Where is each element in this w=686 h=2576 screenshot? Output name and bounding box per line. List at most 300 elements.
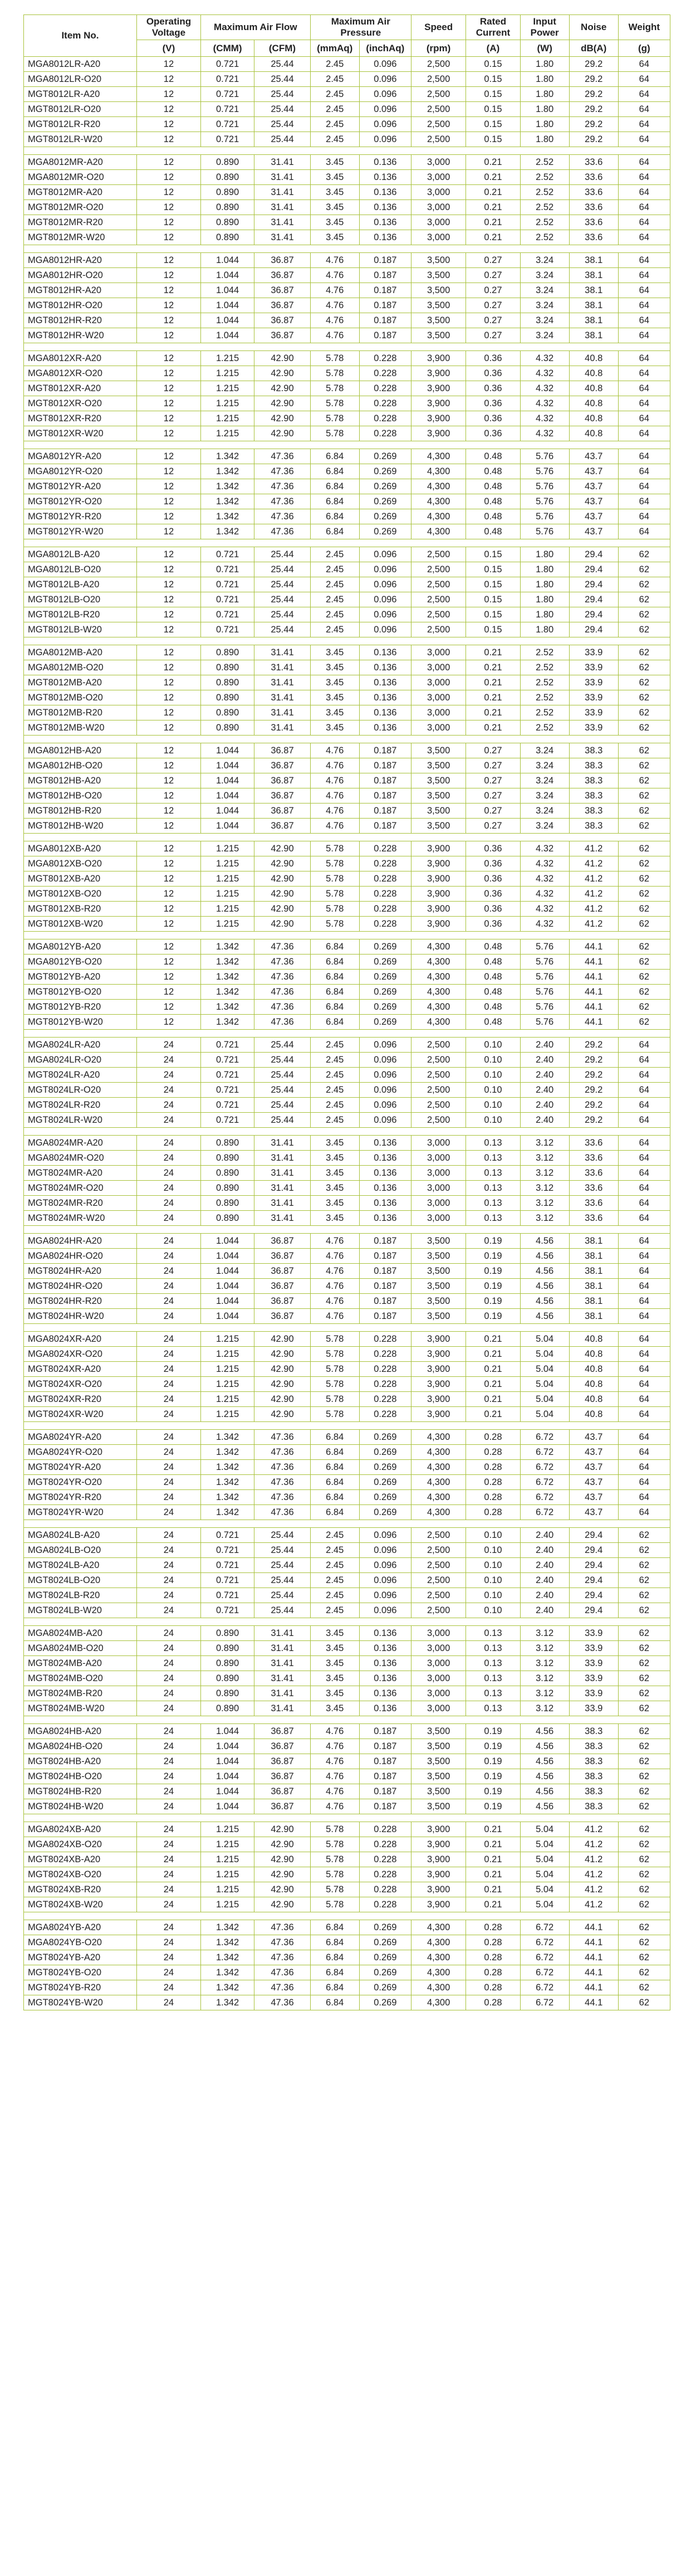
cell-current: 0.21 — [466, 1377, 520, 1392]
cell-power: 6.72 — [520, 1460, 569, 1475]
cell-speed: 3,000 — [411, 230, 465, 245]
cell-airflow-cmm: 1.044 — [200, 819, 254, 834]
cell-current: 0.15 — [466, 592, 520, 607]
cell-weight: 64 — [618, 1294, 670, 1309]
cell-pressure-mmaq: 4.76 — [310, 819, 359, 834]
cell-current: 0.48 — [466, 464, 520, 479]
cell-pressure-mmaq: 2.45 — [310, 117, 359, 132]
cell-power: 2.40 — [520, 1528, 569, 1543]
cell-pressure-mmaq: 6.84 — [310, 1965, 359, 1980]
cell-power: 6.72 — [520, 1505, 569, 1520]
cell-airflow-cfm: 25.44 — [254, 607, 310, 622]
cell-voltage: 24 — [136, 1113, 200, 1128]
cell-voltage: 24 — [136, 1686, 200, 1701]
cell-pressure-mmaq: 6.84 — [310, 955, 359, 970]
cell-speed: 3,000 — [411, 170, 465, 185]
cell-airflow-cmm: 1.342 — [200, 1460, 254, 1475]
cell-current: 0.27 — [466, 788, 520, 804]
cell-airflow-cfm: 25.44 — [254, 1068, 310, 1083]
cell-power: 5.04 — [520, 1407, 569, 1422]
cell-airflow-cfm: 47.36 — [254, 1000, 310, 1015]
cell-pressure-mmaq: 5.78 — [310, 871, 359, 887]
cell-item-no: MGA8024LB-O20 — [24, 1543, 137, 1558]
separator-cell — [24, 1912, 670, 1920]
cell-airflow-cmm: 0.890 — [200, 1166, 254, 1181]
cell-noise: 29.4 — [569, 1573, 618, 1588]
cell-pressure-mmaq: 3.45 — [310, 1151, 359, 1166]
cell-item-no: MGT8024HB-W20 — [24, 1799, 137, 1814]
cell-noise: 43.7 — [569, 509, 618, 524]
cell-current: 0.10 — [466, 1528, 520, 1543]
cell-voltage: 12 — [136, 985, 200, 1000]
cell-noise: 33.9 — [569, 690, 618, 705]
cell-current: 0.28 — [466, 1505, 520, 1520]
cell-power: 6.72 — [520, 1935, 569, 1950]
cell-current: 0.19 — [466, 1724, 520, 1739]
cell-speed: 3,500 — [411, 1754, 465, 1769]
cell-speed: 2,500 — [411, 117, 465, 132]
cell-voltage: 12 — [136, 494, 200, 509]
separator-cell — [24, 736, 670, 743]
cell-noise: 29.4 — [569, 1528, 618, 1543]
cell-pressure-inchaq: 0.228 — [359, 1332, 411, 1347]
cell-noise: 33.9 — [569, 1656, 618, 1671]
cell-pressure-inchaq: 0.096 — [359, 1573, 411, 1588]
cell-noise: 40.8 — [569, 351, 618, 366]
cell-noise: 29.2 — [569, 72, 618, 87]
cell-noise: 33.6 — [569, 200, 618, 215]
cell-current: 0.19 — [466, 1234, 520, 1249]
cell-item-no: MGT8012HR-W20 — [24, 328, 137, 343]
cell-pressure-inchaq: 0.096 — [359, 547, 411, 562]
cell-noise: 44.1 — [569, 955, 618, 970]
header-voltage: Operating Voltage — [136, 15, 200, 40]
cell-pressure-mmaq: 2.45 — [310, 1083, 359, 1098]
cell-pressure-inchaq: 0.096 — [359, 1588, 411, 1603]
cell-current: 0.28 — [466, 1460, 520, 1475]
cell-current: 0.21 — [466, 1852, 520, 1867]
cell-power: 2.40 — [520, 1053, 569, 1068]
cell-power: 5.04 — [520, 1897, 569, 1912]
cell-airflow-cfm: 25.44 — [254, 1603, 310, 1618]
cell-current: 0.19 — [466, 1309, 520, 1324]
cell-airflow-cmm: 0.890 — [200, 1656, 254, 1671]
cell-speed: 4,300 — [411, 509, 465, 524]
table-row — [24, 215, 670, 230]
cell-noise: 41.2 — [569, 1882, 618, 1897]
cell-pressure-mmaq: 6.84 — [310, 1950, 359, 1965]
cell-weight: 62 — [618, 819, 670, 834]
cell-airflow-cfm: 47.36 — [254, 1490, 310, 1505]
table-row — [24, 1234, 670, 1249]
cell-airflow-cfm: 47.36 — [254, 955, 310, 970]
cell-voltage: 12 — [136, 917, 200, 932]
cell-voltage: 24 — [136, 1475, 200, 1490]
cell-current: 0.36 — [466, 426, 520, 441]
header-item-no: Item No. — [24, 15, 137, 57]
header-pressure: Maximum Air Pressure — [310, 15, 411, 40]
cell-weight: 64 — [618, 449, 670, 464]
table-row — [24, 1211, 670, 1226]
cell-airflow-cmm: 0.890 — [200, 1641, 254, 1656]
cell-current: 0.21 — [466, 170, 520, 185]
cell-item-no: MGA8012LR-O20 — [24, 72, 137, 87]
cell-current: 0.27 — [466, 773, 520, 788]
cell-airflow-cmm: 0.890 — [200, 1686, 254, 1701]
cell-power: 1.80 — [520, 592, 569, 607]
cell-weight: 62 — [618, 1980, 670, 1995]
cell-airflow-cfm: 25.44 — [254, 57, 310, 72]
unit-pressure-inchaq: (inchAq) — [359, 40, 411, 57]
cell-noise: 40.8 — [569, 1392, 618, 1407]
cell-current: 0.28 — [466, 1995, 520, 2010]
cell-pressure-mmaq: 2.45 — [310, 132, 359, 147]
cell-speed: 2,500 — [411, 87, 465, 102]
cell-weight: 62 — [618, 1573, 670, 1588]
cell-airflow-cmm: 1.215 — [200, 1882, 254, 1897]
cell-pressure-inchaq: 0.187 — [359, 1739, 411, 1754]
cell-airflow-cmm: 0.890 — [200, 705, 254, 720]
cell-power: 5.76 — [520, 970, 569, 985]
cell-power: 5.04 — [520, 1882, 569, 1897]
cell-noise: 38.3 — [569, 758, 618, 773]
cell-weight: 64 — [618, 1505, 670, 1520]
cell-noise: 33.6 — [569, 1166, 618, 1181]
cell-airflow-cfm: 42.90 — [254, 1362, 310, 1377]
cell-pressure-mmaq: 2.45 — [310, 547, 359, 562]
cell-power: 3.12 — [520, 1181, 569, 1196]
cell-current: 0.19 — [466, 1769, 520, 1784]
cell-airflow-cfm: 47.36 — [254, 1505, 310, 1520]
cell-power: 1.80 — [520, 577, 569, 592]
cell-power: 2.40 — [520, 1543, 569, 1558]
cell-noise: 38.3 — [569, 1784, 618, 1799]
cell-weight: 64 — [618, 509, 670, 524]
cell-item-no: MGT8024XB-R20 — [24, 1882, 137, 1897]
table-row — [24, 57, 670, 72]
cell-current: 0.21 — [466, 230, 520, 245]
cell-noise: 41.2 — [569, 902, 618, 917]
unit-current: (A) — [466, 40, 520, 57]
cell-power: 1.80 — [520, 87, 569, 102]
cell-pressure-inchaq: 0.136 — [359, 1641, 411, 1656]
cell-pressure-mmaq: 3.45 — [310, 705, 359, 720]
cell-speed: 3,900 — [411, 1407, 465, 1422]
cell-voltage: 24 — [136, 1935, 200, 1950]
cell-noise: 29.2 — [569, 1083, 618, 1098]
cell-pressure-mmaq: 2.45 — [310, 592, 359, 607]
table-row — [24, 645, 670, 660]
cell-weight: 62 — [618, 705, 670, 720]
table-row — [24, 396, 670, 411]
cell-speed: 3,000 — [411, 200, 465, 215]
cell-item-no: MGA8012YB-O20 — [24, 955, 137, 970]
cell-power: 4.56 — [520, 1739, 569, 1754]
cell-noise: 38.3 — [569, 1769, 618, 1784]
table-row — [24, 1920, 670, 1935]
cell-item-no: MGA8012XR-A20 — [24, 351, 137, 366]
cell-weight: 62 — [618, 1754, 670, 1769]
table-row — [24, 577, 670, 592]
cell-airflow-cfm: 31.41 — [254, 720, 310, 736]
cell-speed: 4,300 — [411, 1505, 465, 1520]
table-row — [24, 268, 670, 283]
cell-item-no: MGT8012XB-A20 — [24, 871, 137, 887]
group-separator — [24, 1814, 670, 1822]
cell-airflow-cmm: 0.890 — [200, 170, 254, 185]
cell-pressure-mmaq: 4.76 — [310, 1739, 359, 1754]
table-row — [24, 1867, 670, 1882]
cell-current: 0.36 — [466, 871, 520, 887]
cell-pressure-inchaq: 0.228 — [359, 917, 411, 932]
cell-item-no: MGA8024XB-A20 — [24, 1822, 137, 1837]
header-current: Rated Current — [466, 15, 520, 40]
cell-current: 0.21 — [466, 1347, 520, 1362]
cell-airflow-cfm: 25.44 — [254, 592, 310, 607]
cell-airflow-cmm: 0.890 — [200, 1211, 254, 1226]
cell-airflow-cfm: 36.87 — [254, 1784, 310, 1799]
cell-airflow-cfm: 31.41 — [254, 1641, 310, 1656]
cell-weight: 62 — [618, 1784, 670, 1799]
cell-speed: 3,900 — [411, 887, 465, 902]
cell-speed: 3,000 — [411, 1671, 465, 1686]
cell-airflow-cfm: 31.41 — [254, 215, 310, 230]
cell-item-no: MGA8012YB-A20 — [24, 939, 137, 955]
cell-weight: 62 — [618, 1543, 670, 1558]
cell-noise: 40.8 — [569, 426, 618, 441]
cell-weight: 62 — [618, 1656, 670, 1671]
cell-airflow-cmm: 0.721 — [200, 117, 254, 132]
cell-weight: 64 — [618, 170, 670, 185]
unit-airflow-cmm: (CMM) — [200, 40, 254, 57]
cell-pressure-mmaq: 2.45 — [310, 1053, 359, 1068]
table-row — [24, 1656, 670, 1671]
table-row — [24, 1445, 670, 1460]
cell-power: 3.24 — [520, 788, 569, 804]
cell-airflow-cmm: 1.215 — [200, 871, 254, 887]
cell-weight: 62 — [618, 788, 670, 804]
cell-item-no: MGA8024LB-A20 — [24, 1528, 137, 1543]
cell-airflow-cfm: 25.44 — [254, 117, 310, 132]
cell-airflow-cfm: 42.90 — [254, 871, 310, 887]
cell-airflow-cfm: 42.90 — [254, 1332, 310, 1347]
cell-airflow-cmm: 0.890 — [200, 690, 254, 705]
cell-pressure-mmaq: 3.45 — [310, 185, 359, 200]
table-row — [24, 524, 670, 539]
cell-pressure-mmaq: 3.45 — [310, 1196, 359, 1211]
cell-pressure-mmaq: 4.76 — [310, 773, 359, 788]
cell-power: 3.24 — [520, 743, 569, 758]
cell-pressure-mmaq: 4.76 — [310, 1249, 359, 1264]
cell-airflow-cmm: 1.044 — [200, 1294, 254, 1309]
cell-pressure-inchaq: 0.228 — [359, 351, 411, 366]
cell-current: 0.27 — [466, 804, 520, 819]
table-row — [24, 1151, 670, 1166]
cell-airflow-cfm: 31.41 — [254, 1166, 310, 1181]
cell-current: 0.28 — [466, 1445, 520, 1460]
cell-weight: 64 — [618, 1068, 670, 1083]
cell-item-no: MGA8024MB-O20 — [24, 1641, 137, 1656]
cell-item-no: MGT8012XR-R20 — [24, 411, 137, 426]
cell-airflow-cfm: 36.87 — [254, 804, 310, 819]
group-separator — [24, 245, 670, 253]
cell-airflow-cmm: 1.215 — [200, 366, 254, 381]
cell-weight: 62 — [618, 939, 670, 955]
cell-pressure-inchaq: 0.136 — [359, 1136, 411, 1151]
cell-current: 0.10 — [466, 1588, 520, 1603]
cell-voltage: 12 — [136, 562, 200, 577]
cell-noise: 38.3 — [569, 1724, 618, 1739]
cell-airflow-cfm: 31.41 — [254, 200, 310, 215]
cell-voltage: 24 — [136, 1603, 200, 1618]
cell-weight: 64 — [618, 1430, 670, 1445]
cell-item-no: MGT8024MB-W20 — [24, 1701, 137, 1716]
cell-speed: 4,300 — [411, 1475, 465, 1490]
cell-current: 0.48 — [466, 479, 520, 494]
cell-noise: 29.2 — [569, 87, 618, 102]
cell-speed: 3,000 — [411, 690, 465, 705]
cell-weight: 64 — [618, 1362, 670, 1377]
cell-voltage: 12 — [136, 313, 200, 328]
cell-weight: 64 — [618, 268, 670, 283]
table-row — [24, 1852, 670, 1867]
cell-noise: 43.7 — [569, 524, 618, 539]
cell-pressure-mmaq: 6.84 — [310, 1935, 359, 1950]
separator-cell — [24, 343, 670, 351]
cell-pressure-inchaq: 0.228 — [359, 381, 411, 396]
cell-speed: 3,000 — [411, 1151, 465, 1166]
cell-airflow-cfm: 36.87 — [254, 1739, 310, 1754]
cell-airflow-cfm: 42.90 — [254, 902, 310, 917]
cell-current: 0.10 — [466, 1573, 520, 1588]
table-row — [24, 1377, 670, 1392]
cell-current: 0.21 — [466, 1837, 520, 1852]
cell-airflow-cfm: 42.90 — [254, 841, 310, 856]
cell-noise: 33.9 — [569, 645, 618, 660]
cell-current: 0.28 — [466, 1430, 520, 1445]
cell-power: 2.52 — [520, 215, 569, 230]
cell-pressure-inchaq: 0.096 — [359, 562, 411, 577]
unit-power: (W) — [520, 40, 569, 57]
cell-current: 0.27 — [466, 253, 520, 268]
cell-voltage: 24 — [136, 1897, 200, 1912]
cell-airflow-cfm: 36.87 — [254, 1309, 310, 1324]
cell-item-no: MGA8012HR-O20 — [24, 268, 137, 283]
cell-pressure-mmaq: 3.45 — [310, 1656, 359, 1671]
cell-airflow-cfm: 42.90 — [254, 396, 310, 411]
cell-voltage: 12 — [136, 283, 200, 298]
cell-airflow-cfm: 25.44 — [254, 1083, 310, 1098]
table-row — [24, 200, 670, 215]
cell-airflow-cmm: 1.044 — [200, 1769, 254, 1784]
cell-pressure-inchaq: 0.228 — [359, 1377, 411, 1392]
cell-airflow-cfm: 42.90 — [254, 1867, 310, 1882]
cell-weight: 62 — [618, 871, 670, 887]
cell-noise: 29.4 — [569, 547, 618, 562]
cell-weight: 62 — [618, 970, 670, 985]
cell-pressure-inchaq: 0.269 — [359, 449, 411, 464]
cell-current: 0.36 — [466, 351, 520, 366]
cell-pressure-mmaq: 3.45 — [310, 1166, 359, 1181]
cell-current: 0.28 — [466, 1965, 520, 1980]
cell-speed: 3,900 — [411, 1897, 465, 1912]
cell-voltage: 12 — [136, 705, 200, 720]
cell-noise: 41.2 — [569, 1837, 618, 1852]
cell-power: 6.72 — [520, 1445, 569, 1460]
cell-voltage: 12 — [136, 939, 200, 955]
cell-current: 0.28 — [466, 1490, 520, 1505]
cell-airflow-cfm: 47.36 — [254, 1015, 310, 1030]
cell-pressure-inchaq: 0.136 — [359, 1151, 411, 1166]
cell-power: 4.32 — [520, 426, 569, 441]
cell-voltage: 24 — [136, 1460, 200, 1475]
cell-power: 2.40 — [520, 1588, 569, 1603]
cell-noise: 44.1 — [569, 1965, 618, 1980]
table-row — [24, 887, 670, 902]
cell-power: 4.32 — [520, 917, 569, 932]
cell-weight: 62 — [618, 1626, 670, 1641]
cell-noise: 33.9 — [569, 1701, 618, 1716]
cell-pressure-mmaq: 5.78 — [310, 887, 359, 902]
cell-voltage: 12 — [136, 464, 200, 479]
cell-weight: 64 — [618, 1347, 670, 1362]
group-separator — [24, 1912, 670, 1920]
cell-power: 2.52 — [520, 645, 569, 660]
cell-weight: 62 — [618, 841, 670, 856]
cell-speed: 3,000 — [411, 705, 465, 720]
cell-speed: 3,000 — [411, 1656, 465, 1671]
cell-airflow-cmm: 0.721 — [200, 592, 254, 607]
cell-pressure-inchaq: 0.228 — [359, 1362, 411, 1377]
cell-pressure-inchaq: 0.228 — [359, 1407, 411, 1422]
cell-airflow-cmm: 1.342 — [200, 1430, 254, 1445]
cell-item-no: MGT8024YR-O20 — [24, 1475, 137, 1490]
table-row — [24, 690, 670, 705]
cell-pressure-mmaq: 2.45 — [310, 102, 359, 117]
cell-airflow-cfm: 42.90 — [254, 1882, 310, 1897]
cell-current: 0.21 — [466, 200, 520, 215]
cell-pressure-inchaq: 0.096 — [359, 57, 411, 72]
cell-power: 2.52 — [520, 155, 569, 170]
cell-pressure-inchaq: 0.136 — [359, 1626, 411, 1641]
cell-voltage: 24 — [136, 1430, 200, 1445]
cell-speed: 3,500 — [411, 1784, 465, 1799]
cell-noise: 38.3 — [569, 819, 618, 834]
cell-airflow-cfm: 25.44 — [254, 577, 310, 592]
cell-noise: 29.4 — [569, 592, 618, 607]
cell-pressure-inchaq: 0.187 — [359, 1769, 411, 1784]
cell-pressure-inchaq: 0.269 — [359, 1475, 411, 1490]
table-row — [24, 253, 670, 268]
table-row — [24, 804, 670, 819]
cell-power: 6.72 — [520, 1980, 569, 1995]
cell-power: 3.24 — [520, 773, 569, 788]
cell-voltage: 12 — [136, 200, 200, 215]
cell-speed: 3,000 — [411, 1641, 465, 1656]
separator-cell — [24, 539, 670, 547]
cell-voltage: 12 — [136, 856, 200, 871]
cell-pressure-mmaq: 4.76 — [310, 298, 359, 313]
cell-airflow-cmm: 0.890 — [200, 675, 254, 690]
cell-speed: 3,900 — [411, 1822, 465, 1837]
cell-voltage: 24 — [136, 1837, 200, 1852]
cell-airflow-cmm: 0.890 — [200, 660, 254, 675]
cell-airflow-cfm: 25.44 — [254, 1038, 310, 1053]
cell-airflow-cfm: 47.36 — [254, 970, 310, 985]
cell-power: 3.24 — [520, 283, 569, 298]
cell-speed: 3,000 — [411, 185, 465, 200]
cell-pressure-mmaq: 3.45 — [310, 155, 359, 170]
